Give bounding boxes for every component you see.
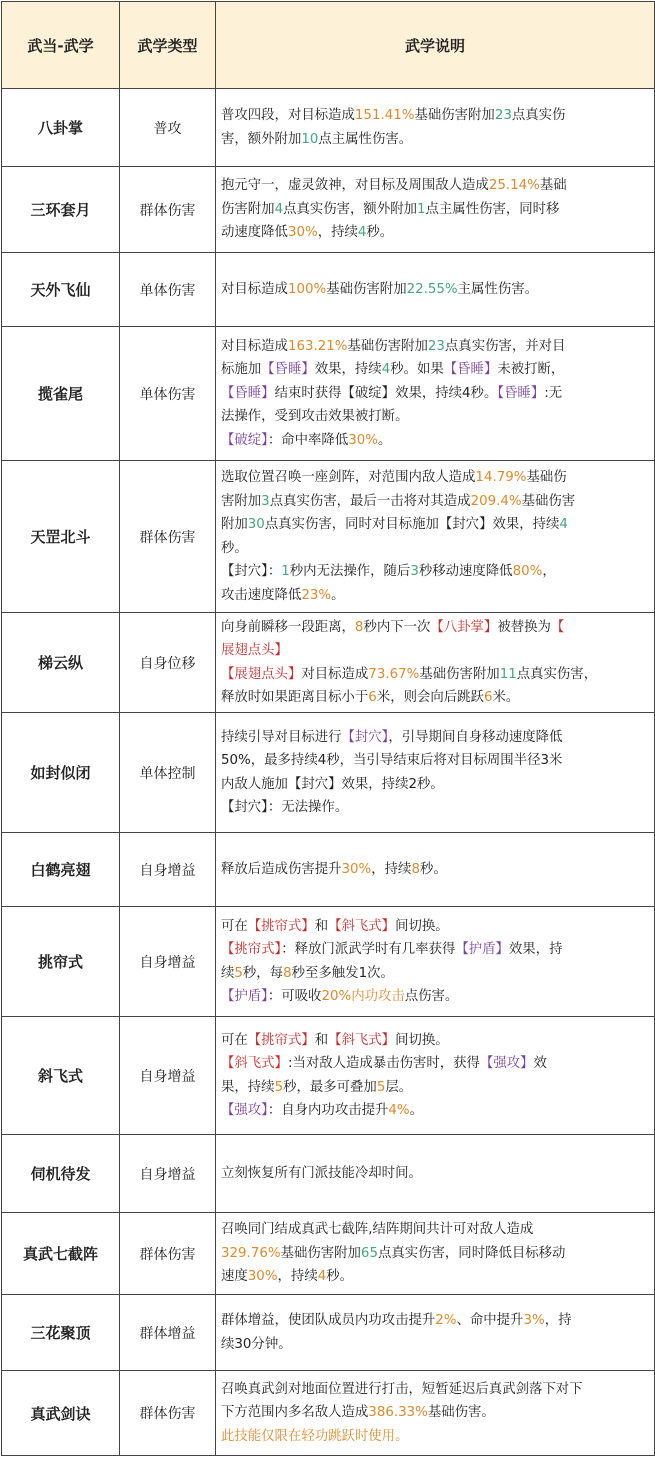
description-text: 点真实伤 xyxy=(511,108,566,123)
highlighted-text: 3 xyxy=(410,564,419,579)
highlighted-text: 4 xyxy=(559,517,568,532)
highlighted-text: 163.21% xyxy=(287,338,348,354)
description-text: ：释放门派武学时有几率获得 xyxy=(281,942,456,957)
description-text: ， xyxy=(542,564,556,579)
description-line xyxy=(221,915,652,939)
description-text: 未被打断， xyxy=(497,362,565,378)
skill-description xyxy=(216,1371,655,1456)
description-text: ，持续 xyxy=(277,1269,318,1285)
highlighted-text: 5 xyxy=(234,965,243,981)
description-line xyxy=(221,466,652,490)
description-text: 对目标造成 xyxy=(221,338,288,354)
description-text: 害，额外附加 xyxy=(221,131,302,147)
highlighted-text: 【 xyxy=(550,619,565,635)
table-row xyxy=(2,89,655,167)
highlighted-text: 30% xyxy=(247,1269,278,1285)
highlighted-text: 4% xyxy=(388,1103,410,1118)
description-text: 点真实伤害，同时对目标施加【封穴】效果，持续 xyxy=(264,517,560,532)
description-text: 间切换。 xyxy=(395,1032,449,1048)
description-line xyxy=(221,1265,652,1289)
highlighted-text: 【斜飞式】 xyxy=(328,1032,396,1048)
highlighted-text: 【昏睡】 xyxy=(221,385,275,401)
description-text: 。 xyxy=(409,1103,424,1118)
table-row xyxy=(2,461,655,613)
skill-description xyxy=(216,1295,655,1371)
description-text: 【封穴】： xyxy=(221,564,282,579)
highlighted-text: 8 xyxy=(283,965,292,981)
header-name: 武当-武学 xyxy=(2,2,120,89)
description-line xyxy=(221,1401,652,1425)
description-line xyxy=(221,858,652,882)
description-text: 召唤真武剑对地面位置进行打击，短暂延迟后真武剑落下对下 xyxy=(221,1381,583,1397)
header-row xyxy=(2,2,655,89)
description-text: 持续引导对目标进行 xyxy=(221,729,342,745)
highlighted-text: 4 xyxy=(317,1269,327,1285)
highlighted-text: 此技能仅限在轻功跳跃时使用。 xyxy=(221,1428,409,1444)
description-text: 附加 xyxy=(221,517,248,532)
description-line xyxy=(221,174,652,198)
description-text: ：命中率降低 xyxy=(267,432,349,448)
description-line xyxy=(221,104,652,128)
description-text: 。 xyxy=(331,587,345,603)
description-text: 效 xyxy=(533,1056,547,1071)
description-text: 点真实伤害，最后一击将对其造成 xyxy=(269,493,471,509)
description-text: ，持 xyxy=(544,1313,572,1328)
description-text: 标施加 xyxy=(221,362,262,378)
description-text: 立刻恢复所有门派技能冷却时间。 xyxy=(221,1165,422,1181)
table-row xyxy=(2,167,655,253)
highlighted-text: 【八卦掌】 xyxy=(430,619,498,635)
description-text: 普攻四段，对目标造成 xyxy=(221,108,355,123)
header-type: 武学类型 xyxy=(120,2,216,89)
description-text: 点真实伤害，额外附加 xyxy=(283,201,417,217)
highlighted-text: 80% xyxy=(512,564,543,579)
description-text: 下方范围内多名敌人造成 xyxy=(221,1405,369,1421)
table-row xyxy=(2,1213,655,1295)
description-text: 释放时如果距离目标小于 xyxy=(221,690,369,705)
description-line xyxy=(221,686,652,710)
description-text: 攻击速度降低 xyxy=(221,587,302,603)
skill-type: 单体伤害 xyxy=(120,327,216,461)
skill-name: 三花聚顶 xyxy=(2,1295,120,1371)
description-text: 基础伤害。 xyxy=(427,1405,495,1421)
highlighted-text: 6 xyxy=(368,690,377,705)
skill-type: 群体伤害 xyxy=(120,1213,216,1295)
description-text: 果，持续 xyxy=(221,1079,275,1095)
highlighted-text: 展翅点头】 xyxy=(221,643,288,658)
description-text: 效果，持续 xyxy=(314,362,382,378)
description-text: 基础伤害附加 xyxy=(414,108,495,123)
highlighted-text: 【展翅点头】 xyxy=(221,666,302,682)
description-text: 秒。如果 xyxy=(390,362,444,378)
description-line xyxy=(221,796,652,820)
description-text: 向身前瞬移一段距离， xyxy=(221,619,355,635)
description-text: 被替换为 xyxy=(497,619,551,635)
highlighted-text: 20%内功攻击 xyxy=(321,989,405,1004)
skill-name: 伺机待发 xyxy=(2,1135,120,1213)
description-text: 对目标造成 xyxy=(301,666,369,682)
highlighted-text: 【破绽】 xyxy=(221,432,268,448)
skill-type: 普攻 xyxy=(120,89,216,167)
description-text: 召唤同门结成真武七截阵,结阵期间共计可对敌人造成 xyxy=(221,1222,534,1238)
highlighted-text: 23 xyxy=(427,338,445,354)
description-text: :无 xyxy=(544,385,563,401)
highlighted-text: 6 xyxy=(483,690,493,705)
highlighted-text: 【强攻】 xyxy=(221,1103,268,1118)
skill-name: 天外飞仙 xyxy=(2,253,120,327)
highlighted-text: 【昏睡】 xyxy=(443,362,498,378)
skill-description xyxy=(216,613,655,713)
description-text: 秒移动速度降低 xyxy=(418,564,513,579)
highlighted-text: 151.41% xyxy=(354,108,415,123)
description-text: 秒内无法操作，随后 xyxy=(289,564,411,579)
description-text: 伤害附加 xyxy=(221,201,275,217)
skill-description xyxy=(216,461,655,613)
highlighted-text: 25.14% xyxy=(488,178,540,194)
description-line xyxy=(221,128,652,152)
description-text: 基础伤害附加 xyxy=(347,338,428,354)
skill-type: 单体控制 xyxy=(120,713,216,833)
description-text: 和 xyxy=(314,918,329,934)
highlighted-text: 23% xyxy=(301,587,332,603)
skill-name: 挑帘式 xyxy=(2,907,120,1017)
highlighted-text: 1 xyxy=(281,564,290,579)
highlighted-text: 73.67% xyxy=(368,666,420,682)
description-text: 米。 xyxy=(492,690,520,705)
description-line xyxy=(221,1333,652,1357)
description-text: ：自身内功攻击提升 xyxy=(267,1103,389,1118)
highlighted-text: 329.76% xyxy=(221,1245,281,1261)
description-text: 。 xyxy=(377,432,392,448)
highlighted-text: 【昏睡】 xyxy=(261,362,315,378)
description-text: 、命中提升 xyxy=(456,1313,524,1328)
description-text: ：可吸收 xyxy=(267,989,322,1004)
highlighted-text: 14.79% xyxy=(475,470,527,485)
description-text: 点伤害。 xyxy=(404,989,459,1004)
skill-description xyxy=(216,907,655,1017)
skill-type: 群体伤害 xyxy=(120,461,216,613)
description-text: 可在 xyxy=(221,1032,248,1048)
description-line xyxy=(221,490,652,514)
skill-type: 自身增益 xyxy=(120,833,216,907)
highlighted-text: 4 xyxy=(357,225,367,241)
skill-type: 群体伤害 xyxy=(120,167,216,253)
description-text: 基础伤害附加 xyxy=(326,281,407,297)
description-text: 点主属性伤害，同时移 xyxy=(425,201,560,217)
description-text: 群体增益，使团队成员内功攻击提升 xyxy=(221,1313,436,1328)
highlighted-text: 4 xyxy=(381,362,391,378)
description-text: 【封穴】：无法操作。 xyxy=(221,800,349,815)
table-row xyxy=(2,1295,655,1371)
highlighted-text: 3 xyxy=(261,493,270,509)
highlighted-text: 10 xyxy=(301,131,319,147)
description-text: 秒。 xyxy=(326,1269,354,1285)
highlighted-text: 5 xyxy=(274,1079,284,1095)
highlighted-text: 100% xyxy=(287,281,327,297)
skill-description xyxy=(216,253,655,327)
skill-type: 自身位移 xyxy=(120,613,216,713)
highlighted-text: 【护盾】 xyxy=(221,989,268,1004)
skill-name: 斜飞式 xyxy=(2,1017,120,1135)
description-text: 层。 xyxy=(385,1079,413,1095)
description-text: 内敌人施加【封穴】效果，持续2秒。 xyxy=(221,776,444,792)
description-text: 秒，每 xyxy=(242,965,284,981)
highlighted-text: 【封穴】 xyxy=(341,729,389,745)
table-row xyxy=(2,713,655,833)
table-row xyxy=(2,833,655,907)
description-line xyxy=(221,537,652,561)
description-text: 秒。 xyxy=(221,540,248,556)
table-row xyxy=(2,1135,655,1213)
description-text: 结束时获得【破绽】效果，持续4秒。 xyxy=(274,385,498,401)
skill-type: 群体增益 xyxy=(120,1295,216,1371)
description-text: 点主属性伤害。 xyxy=(318,131,413,147)
description-line xyxy=(221,1425,652,1449)
skill-name: 三环套月 xyxy=(2,167,120,253)
highlighted-text: 4 xyxy=(274,201,284,217)
description-text: 抱元守一，虚灵敛神，对目标及周围敌人造成 xyxy=(221,178,489,194)
skill-name: 揽雀尾 xyxy=(2,327,120,461)
skill-description xyxy=(216,1135,655,1213)
description-text: 动速度降低 xyxy=(221,225,288,241)
description-line xyxy=(221,1029,652,1053)
description-line xyxy=(221,985,652,1009)
description-text: 速度 xyxy=(221,1269,248,1285)
description-line xyxy=(221,198,652,222)
description-text: 基础伤害 xyxy=(521,493,576,509)
description-line xyxy=(221,382,652,406)
description-text: 基础伤害附加 xyxy=(280,1245,361,1261)
description-line xyxy=(221,1309,652,1333)
description-line xyxy=(221,1242,652,1266)
description-text: 秒。 xyxy=(419,861,447,877)
description-text: 选取位置召唤一座剑阵，对范围内敌人造成 xyxy=(221,470,476,485)
skill-type: 群体伤害 xyxy=(120,1371,216,1456)
highlighted-text: 5 xyxy=(376,1079,386,1095)
description-line xyxy=(221,429,652,453)
highlighted-text: 30% xyxy=(287,225,318,241)
description-line xyxy=(221,278,652,302)
description-text: :当对敌人造成暴击伤害时，获得 xyxy=(287,1056,480,1071)
skill-name: 白鹤亮翅 xyxy=(2,833,120,907)
highlighted-text: 1 xyxy=(417,201,426,217)
skill-description xyxy=(216,1017,655,1135)
highlighted-text: 386.33% xyxy=(368,1405,428,1421)
skill-type: 单体伤害 xyxy=(120,253,216,327)
description-text: 基础 xyxy=(539,178,567,194)
description-text: 续 xyxy=(221,965,235,981)
description-text: 害附加 xyxy=(221,493,262,509)
description-text: 释放后造成伤害提升 xyxy=(221,861,342,877)
highlighted-text: 23 xyxy=(494,108,512,123)
skill-name: 天罡北斗 xyxy=(2,461,120,613)
skill-description xyxy=(216,89,655,167)
description-line xyxy=(221,1162,652,1186)
highlighted-text: 3% xyxy=(523,1313,545,1328)
description-line xyxy=(221,405,652,429)
highlighted-text: 【挑帘式】 xyxy=(247,918,315,934)
description-line xyxy=(221,221,652,245)
description-text: 法操作，受到攻击效果被打断。 xyxy=(221,409,409,425)
table-row xyxy=(2,613,655,713)
description-line xyxy=(221,639,652,663)
description-line xyxy=(221,962,652,986)
skill-name: 真武剑诀 xyxy=(2,1371,120,1456)
skill-type: 自身增益 xyxy=(120,1135,216,1213)
highlighted-text: 【昏睡】 xyxy=(497,385,545,401)
table-row xyxy=(2,907,655,1017)
description-text: 秒内下一次 xyxy=(363,619,431,635)
highlighted-text: 30% xyxy=(341,861,372,877)
highlighted-text: 【强攻】 xyxy=(479,1056,534,1071)
description-text: 点真实伤害， xyxy=(516,666,598,682)
skill-name: 八卦掌 xyxy=(2,89,120,167)
skill-description xyxy=(216,1213,655,1295)
description-text: 秒，最多可叠加 xyxy=(283,1079,377,1095)
description-line xyxy=(221,335,652,359)
highlighted-text: 30% xyxy=(348,432,378,448)
description-text: 秒。 xyxy=(366,225,394,241)
description-line xyxy=(221,663,652,687)
description-text: 基础伤 xyxy=(526,470,567,485)
highlighted-text: 【斜飞式】 xyxy=(328,918,396,934)
description-line xyxy=(221,358,652,382)
description-line xyxy=(221,1052,652,1076)
description-text: 基础伤害附加 xyxy=(419,666,500,682)
highlighted-text: 30 xyxy=(247,517,265,532)
description-line xyxy=(221,749,652,773)
description-text: 续30分钟。 xyxy=(221,1336,292,1352)
description-line xyxy=(221,773,652,797)
description-line xyxy=(221,1218,652,1242)
description-line xyxy=(221,560,652,584)
skill-description xyxy=(216,713,655,833)
description-line xyxy=(221,616,652,640)
highlighted-text: 【护盾】 xyxy=(455,942,509,957)
highlighted-text: 【斜飞式】 xyxy=(221,1056,288,1071)
description-line xyxy=(221,1099,652,1123)
description-text: 50%，最多持续4秒，当引导结束后将对目标周围半径3米 xyxy=(221,753,563,768)
description-line xyxy=(221,513,652,537)
description-line xyxy=(221,938,652,962)
highlighted-text: 22.55% xyxy=(406,281,458,297)
skill-name: 真武七截阵 xyxy=(2,1213,120,1295)
skill-description xyxy=(216,167,655,253)
highlighted-text: 8 xyxy=(354,619,364,635)
description-text: 可在 xyxy=(221,918,248,934)
description-text: 对目标造成 xyxy=(221,281,288,297)
table-row xyxy=(2,1017,655,1135)
skill-name: 梯云纵 xyxy=(2,613,120,713)
highlighted-text: 65 xyxy=(360,1245,378,1261)
description-text: 间切换。 xyxy=(395,918,449,934)
description-line xyxy=(221,1378,652,1402)
highlighted-text: 209.4% xyxy=(470,493,522,509)
highlighted-text: 【挑帘式】 xyxy=(247,1032,315,1048)
description-text: 米，则会向后跳跃 xyxy=(376,690,484,705)
martial-arts-table xyxy=(1,1,655,1456)
description-line xyxy=(221,1076,652,1100)
description-line xyxy=(221,584,652,608)
highlighted-text: 【挑帘式】 xyxy=(221,942,282,957)
description-text: 和 xyxy=(314,1032,329,1048)
highlighted-text: 11 xyxy=(499,666,517,682)
highlighted-text: 8 xyxy=(411,861,420,877)
skill-description xyxy=(216,833,655,907)
description-text: ，引导期间自身移动速度降低 xyxy=(388,729,563,745)
description-text: 效果，持 xyxy=(508,942,563,957)
skill-description xyxy=(216,327,655,461)
description-text: ，持续 xyxy=(371,861,412,877)
description-text: 主属性伤害。 xyxy=(457,281,538,297)
highlighted-text: 2% xyxy=(435,1313,457,1328)
description-line xyxy=(221,726,652,750)
description-text: 秒至多触发1次。 xyxy=(291,965,394,981)
table-row xyxy=(2,253,655,327)
table-row xyxy=(2,1371,655,1456)
table-row xyxy=(2,327,655,461)
description-text: 点真实伤害，并对目 xyxy=(444,338,566,354)
skill-name: 如封似闭 xyxy=(2,713,120,833)
skill-type: 自身增益 xyxy=(120,1017,216,1135)
header-desc: 武学说明 xyxy=(216,2,655,89)
skill-type: 自身增益 xyxy=(120,907,216,1017)
description-text: 点真实伤害，同时降低目标移动 xyxy=(377,1245,566,1261)
description-text: ，持续 xyxy=(317,225,358,241)
